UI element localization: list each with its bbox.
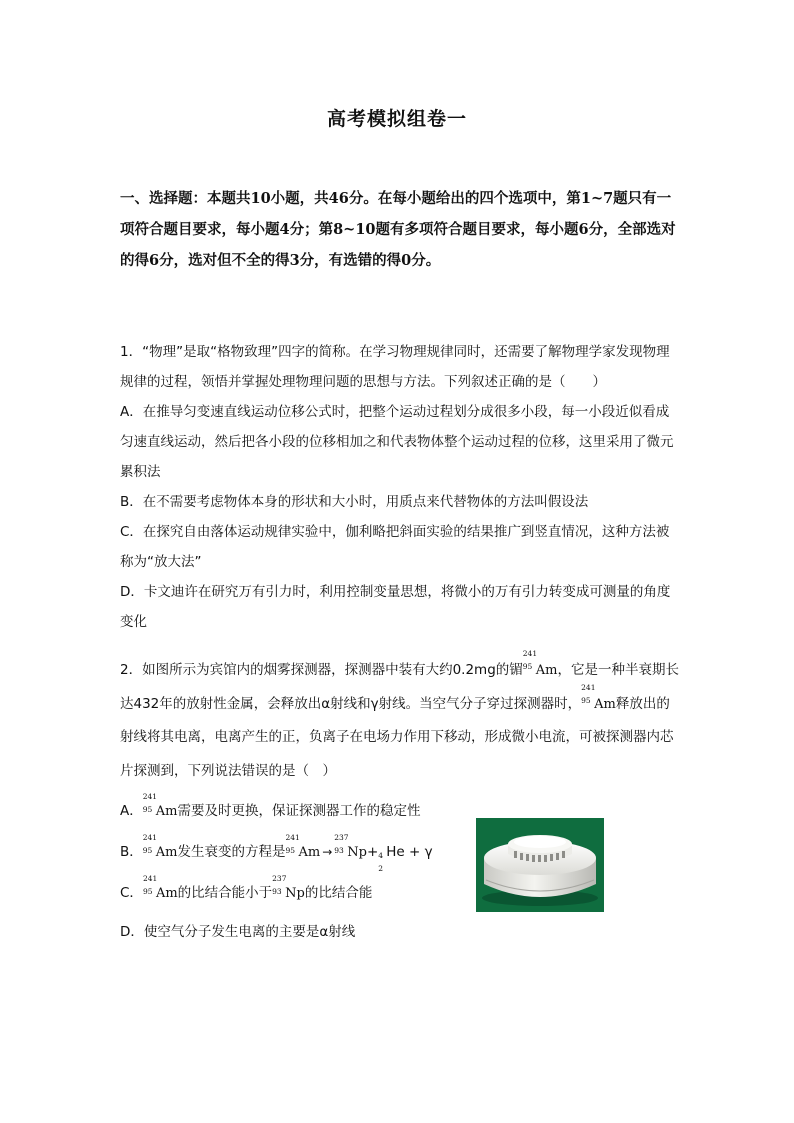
stem-text: ，它是一种半衰期长达432年的放射性金属，会释放出α射线和γ射线。当空气分子穿过探测器时， [120, 662, 679, 712]
option-text: 的比结合能小于 [177, 885, 273, 901]
mass-number: 241 [142, 874, 158, 883]
atomic-number: 93 [272, 887, 282, 896]
mass-number: 241 [285, 833, 300, 842]
stem-text: 释放出的射线将其电离，电离产生的正，负离子在电场力作用下移动，形成微小电流，可被探测器内芯片探测到，下列说法错误的是（ ） [120, 695, 674, 779]
option-letter: B． [120, 844, 143, 860]
mass-number: 241 [142, 833, 158, 842]
option-text: 发生衰变的方程是 [177, 844, 286, 860]
mass-number: 241 [581, 682, 596, 692]
atomic-number: 95 [285, 846, 296, 855]
mass-number: 241 [142, 792, 158, 801]
question-1-option-c: C．在探究自由落体运动规律实验中，伽利略把斜面实验的结果推广到竖直情况，这种方法被称为“放大法” [120, 524, 670, 570]
mass-number: 237 [334, 833, 349, 842]
question-2-option-d: D．使空气分子发生电离的主要是α射线 [120, 924, 356, 940]
nuclide-np [272, 874, 305, 909]
element-symbol: Np [347, 845, 367, 860]
atomic-number: 95 [142, 805, 153, 814]
smoke-detector-image [476, 818, 604, 912]
atomic-number: 95 [522, 662, 533, 671]
option-letter: C． [120, 885, 143, 901]
nuclide-am [522, 649, 558, 688]
mass-number: 241 [522, 649, 538, 658]
element-symbol: Np [285, 886, 305, 901]
reaction-arrow-icon: → [322, 845, 333, 859]
question-1-stem: 1．“物理”是取“格物致理”四字的简称。在学习物理规律同时，还需要了解物理学家发现物理规律的过程，领悟并掌握处理物理问题的思想与方法。下列叙述正确的是（ ） [120, 344, 670, 390]
element-symbol: Am [155, 845, 178, 860]
atomic-number: 2 [378, 864, 384, 873]
element-symbol: Am [155, 886, 178, 901]
page-title: 高考模拟组卷一 [326, 108, 467, 130]
smoke-detector-icon [476, 818, 604, 912]
nuclide-np [334, 833, 367, 868]
atomic-number: 95 [581, 695, 591, 705]
element-symbol: Am [535, 663, 558, 678]
equation-tail: He + γ [386, 844, 433, 860]
section-heading: 一、选择题：本题共10小题，共46分。在每小题给出的四个选项中，第1~7题只有一项符合题目要求，每小题4分；第8~10题有多项符合题目要求，每小题6分，全部选对的得6分，选对但不全的得3分，有选错的得0分。 [120, 190, 676, 269]
question-2-stem [120, 649, 680, 788]
element-symbol: Am [298, 845, 321, 860]
atomic-number: 93 [334, 846, 344, 855]
plus-sign: + [366, 844, 379, 860]
question-1 [120, 337, 680, 637]
nuclide-am [285, 833, 321, 868]
nuclide-am [142, 874, 178, 909]
element-symbol: Am [594, 696, 616, 712]
element-symbol: Am [155, 804, 178, 819]
question-1-option-b: B．在不需要考虑物体本身的形状和大小时，用质点来代替物体的方法叫假设法 [120, 494, 589, 510]
mass-number: 4 [378, 851, 384, 860]
atomic-number: 95 [142, 846, 153, 855]
nuclide-am [142, 833, 178, 868]
option-text: 的比结合能 [304, 885, 373, 901]
option-letter: A． [120, 803, 143, 819]
nuclide-am [581, 682, 616, 722]
option-text: 需要及时更换，保证探测器工作的稳定性 [177, 803, 421, 819]
atomic-number: 95 [142, 887, 153, 896]
nuclide-am [142, 792, 178, 827]
question-1-option-a: A．在推导匀变速直线运动位移公式时，把整个运动过程划分成很多小段，每一小段近似看成匀速直线运动，然后把各小段的位移相加之和代表物体整个运动过程的位移，这里采用了微元累积法 [120, 404, 674, 480]
question-1-option-d: D．卡文迪许在研究万有引力时，利用控制变量思想，将微小的万有引力转变成可测量的角度变化 [120, 584, 671, 630]
stem-text: 2．如图所示为宾馆内的烟雾探测器，探测器中装有大约0.2mg的镅 [120, 662, 523, 678]
mass-number: 237 [272, 874, 287, 883]
